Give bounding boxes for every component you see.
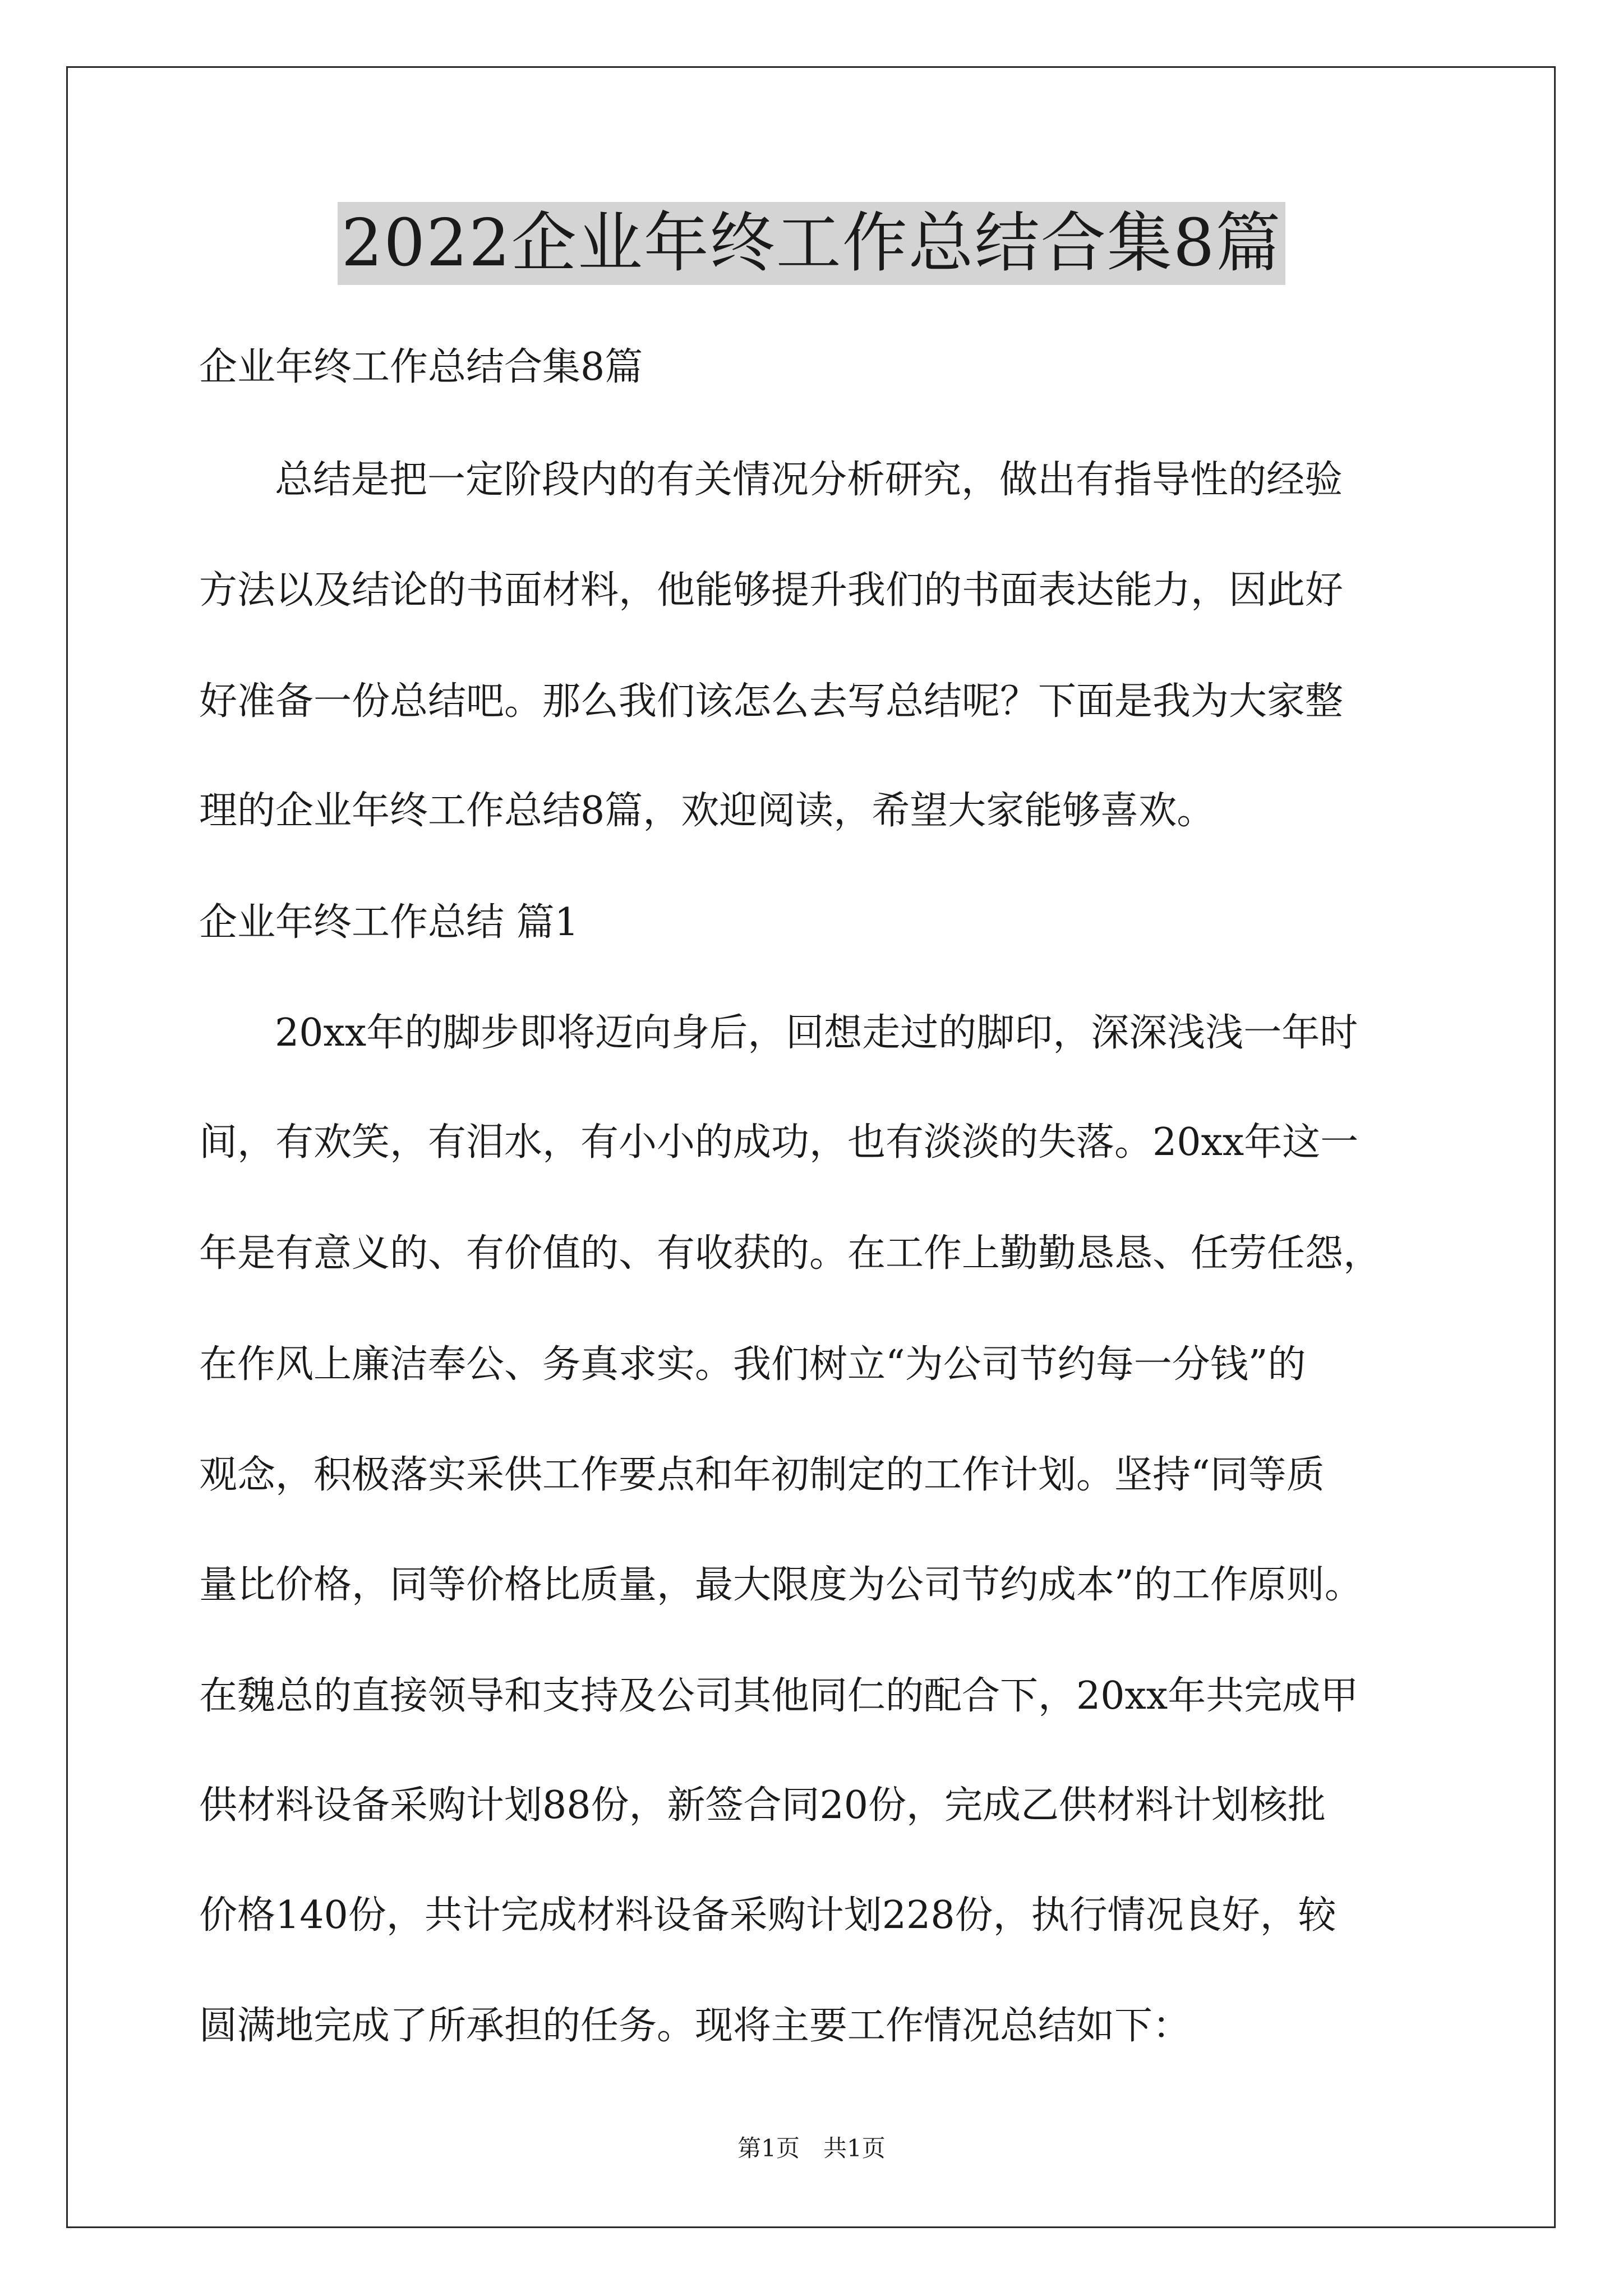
body-line: 理的企业年终工作总结8篇，欢迎阅读，希望大家能够喜欢。: [199, 789, 1215, 833]
body-line: 好准备一份总结吧。那么我们该怎么去写总结呢？下面是我为大家整: [199, 679, 1344, 724]
body-line: 量比价格，同等价格比质量，最大限度为公司节约成本”的工作原则。: [199, 1563, 1363, 1607]
page-footer: 第1页 共1页: [737, 2134, 886, 2162]
body-line: 间，有欢笑，有泪水，有小小的成功，也有淡淡的失落。20xx年这一: [199, 1120, 1359, 1165]
body-line: 观念，积极落实采供工作要点和年初制定的工作计划。坚持“同等质: [199, 1453, 1325, 1497]
body-line: 年是有意义的、有价值的、有收获的。在工作上勤勤恳恳、任劳任怨，: [199, 1231, 1382, 1276]
body-line: 供材料设备采购计划88份，新签合同20份，完成乙供材料计划核批: [199, 1783, 1326, 1828]
body-line: 总结是把一定阶段内的有关情况分析研究，做出有指导性的经验: [275, 458, 1343, 502]
subtitle-line: 企业年终工作总结合集8篇: [199, 345, 643, 389]
body-line: 在魏总的直接领导和支持及公司其他同仁的配合下，20xx年共完成甲: [199, 1674, 1359, 1718]
body-line: 圆满地完成了所承担的任务。现将主要工作情况总结如下：: [199, 2004, 1191, 2048]
title-container: [0, 202, 1623, 285]
body-line: 在作风上廉洁奉公、务真求实。我们树立“为公司节约每一分钱”的: [199, 1342, 1306, 1387]
body-line: 方法以及结论的书面材料，他能够提升我们的书面表达能力，因此好: [199, 568, 1344, 613]
body-line: 20xx年的脚步即将迈向身后，回想走过的脚印，深深浅浅一年时: [275, 1011, 1358, 1055]
body-line: 价格140份，共计完成材料设备采购计划228份，执行情况良好，较: [199, 1893, 1336, 1938]
document-title: 2022企业年终工作总结合集8篇: [338, 202, 1285, 285]
section-heading: 企业年终工作总结 篇1: [199, 900, 579, 945]
